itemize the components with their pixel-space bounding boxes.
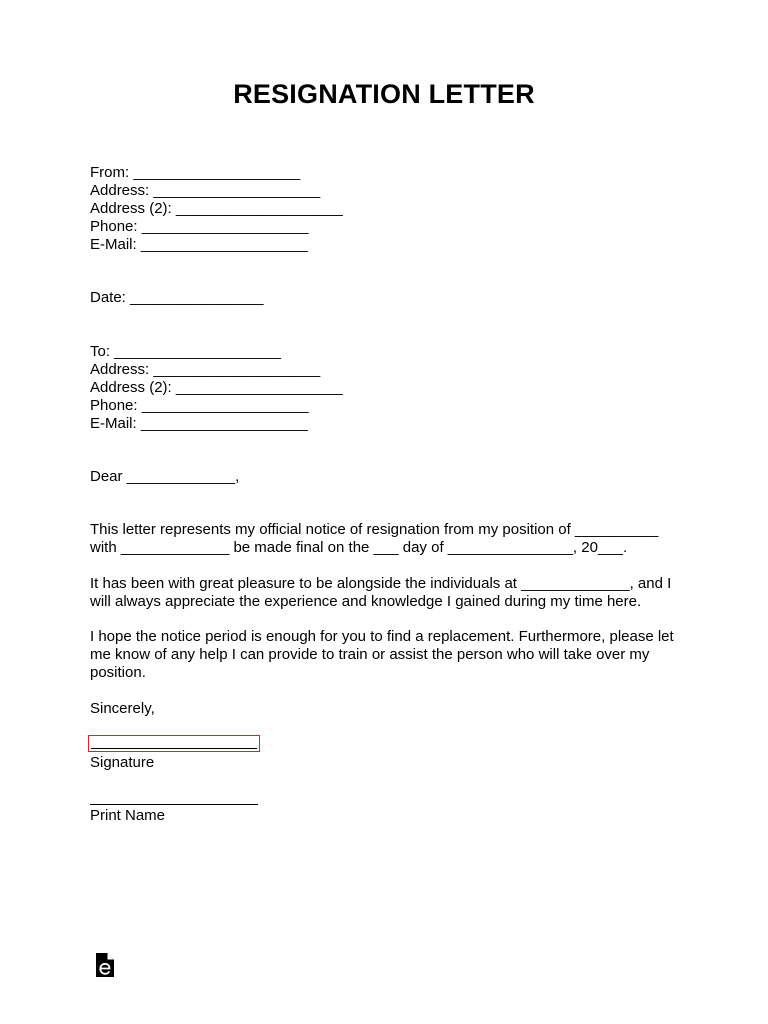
print-name-input[interactable]: [90, 804, 258, 805]
salutation: Dear _____________,: [90, 468, 240, 485]
recipient-address2-field: Address (2): ____________________: [90, 379, 343, 396]
paragraph-line: with _____________ be made final on the ___ day of _______________, 20___.: [90, 539, 628, 556]
paragraph-resignation-notice: [90, 521, 690, 557]
paragraph-line: will always appreciate the experience and knowledge I gained during my time here.: [90, 593, 642, 610]
recipient-phone-field: Phone: ____________________: [90, 397, 309, 414]
date-field: Date: ________________: [90, 289, 264, 306]
recipient-to-field: To: ____________________: [90, 343, 282, 360]
sender-address2-field: Address (2): ____________________: [90, 200, 343, 217]
sender-phone-field: Phone: ____________________: [90, 218, 309, 235]
paragraph-line: position.: [90, 664, 146, 681]
paragraph-appreciation: [90, 575, 690, 611]
document-title: RESIGNATION LETTER: [233, 79, 535, 109]
signature-rule: [91, 748, 257, 749]
paragraph-line: This letter represents my official notice of resignation from my position of __________: [90, 521, 659, 538]
paragraph-line: I hope the notice period is enough for you to find a replacement. Furthermore, please let: [90, 628, 674, 645]
paragraph-notice-period: [90, 628, 690, 682]
sender-email-field: E-Mail: ____________________: [90, 236, 308, 253]
print-name-label: Print Name: [90, 807, 166, 824]
eforms-logo-icon: [95, 952, 115, 978]
closing: Sincerely,: [90, 700, 155, 717]
recipient-email-field: E-Mail: ____________________: [90, 415, 308, 432]
sender-from-field: From: ____________________: [90, 164, 301, 181]
signature-input[interactable]: [88, 735, 260, 752]
paragraph-line: It has been with great pleasure to be alongside the individuals at _____________, and I: [90, 575, 672, 592]
recipient-address-field: Address: ____________________: [90, 361, 321, 378]
signature-label: Signature: [90, 754, 155, 771]
sender-address-field: Address: ____________________: [90, 182, 321, 199]
paragraph-line: me know of any help I can provide to train or assist the person who will take over my: [90, 646, 650, 663]
